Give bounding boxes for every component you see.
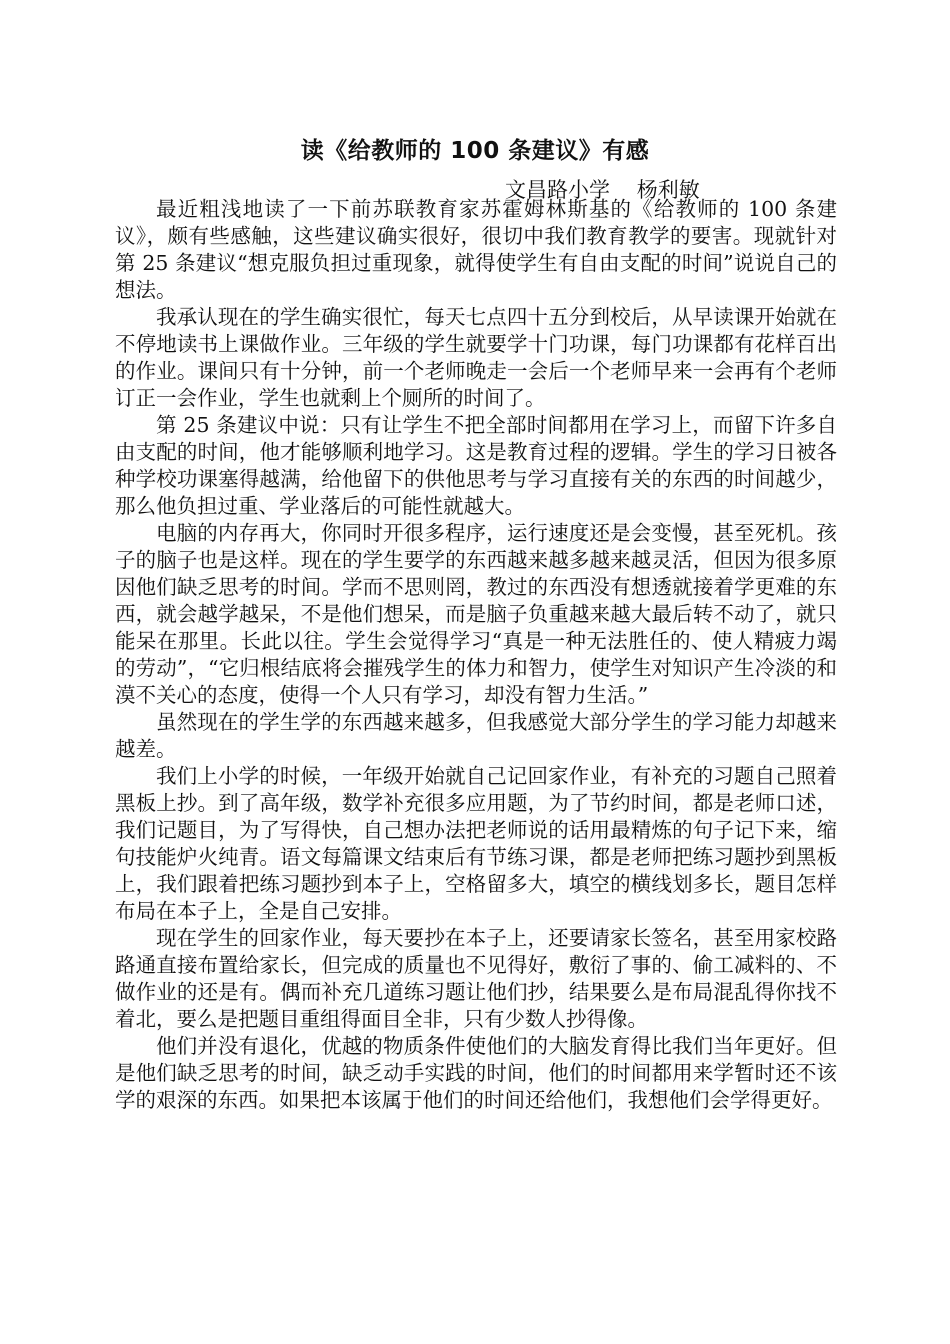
paragraph: 我们上小学的时候，一年级开始就自己记回家作业，有补充的习题自己照着黑板上抄。到了高年级，数学补充很多应用题，为了节约时间，都是老师口述，我们记题目，为了写得快，自己想办法把老师说的话用最精炼的句子记下来，缩句技能炉火纯青。语文每篇课文结束后有节练习课，都是老师把练习题抄到黑板上，我们跟着把练习题抄到本子上，空格留多大，填空的横线划多长，题目怎样布局在本子上，全是自己安排。 <box>115 764 837 923</box>
paragraph: 最近粗浅地读了一下前苏联教育家苏霍姆林斯基的《给教师的 100 条建议》，颇有些感触，这些建议确实很好，很切中我们教育教学的要害。现就针对第 25 条建议“想克服负担过重现象，就得使学生有自由支配的时间”说说自己的想法。 <box>115 197 837 302</box>
document-title: 读《给教师的 100 条建议》有感 <box>300 138 650 164</box>
paragraph: 现在学生的回家作业，每天要抄在本子上，还要请家长签名，甚至用家校路路通直接布置给家长，但完成的质量也不见得好，敷衍了事的、偷工减料的、不做作业的还是有。偶而补充几道练习题让他们抄，结果要么是布局混乱得你找不着北，要么是把题目重组得面目全非，只有少数人抄得像。 <box>115 926 837 1031</box>
paragraph: 我承认现在的学生确实很忙，每天七点四十五分到校后，从早读课开始就在不停地读书上课做作业。三年级的学生就要学十门功课，每门功课都有花样百出的作业。课间只有十分钟，前一个老师晚走一会后一个老师早来一会再有个老师订正一会作业，学生也就剩上个厕所的时间了。 <box>115 305 837 410</box>
paragraph: 第 25 条建议中说：只有让学生不把全部时间都用在学习上，而留下许多自由支配的时间，他才能够顺利地学习。这是教育过程的逻辑。学生的学习日被各种学校功课塞得越满，给他留下的供他思考与学习直接有关的东西的时间越少，那么他负担过重、学业落后的可能性就越大。 <box>115 413 837 518</box>
author-line: 文昌路小学 杨利敏 <box>505 178 700 202</box>
paragraph: 电脑的内存再大，你同时开很多程序，运行速度还是会变慢，甚至死机。孩子的脑子也是这样。现在的学生要学的东西越来越多越来越灵活，但因为很多原因他们缺乏思考的时间。学而不思则罔，教过的东西没有想透就接着学更难的东西，就会越学越呆，不是他们想呆，而是脑子负重越来越大最后转不动了，就只能呆在那里。长此以往。学生会觉得学习“真是一种无法胜任的、使人精疲力竭的劳动”，“它归根结底将会摧残学生的体力和智力，使学生对知识产生冷淡的和漠不关心的态度，使得一个人只有学习，却没有智力生活。” <box>115 521 837 707</box>
paragraph: 虽然现在的学生学的东西越来越多，但我感觉大部分学生的学习能力却越来越差。 <box>115 710 837 761</box>
document-body <box>115 196 837 1114</box>
paragraph: 他们并没有退化，优越的物质条件使他们的大脑发育得比我们当年更好。但是他们缺乏思考的时间，缺乏动手实践的时间，他们的时间都用来学暂时还不该学的艰深的东西。如果把本该属于他们的时间还给他们，我想他们会学得更好。 <box>115 1034 837 1112</box>
